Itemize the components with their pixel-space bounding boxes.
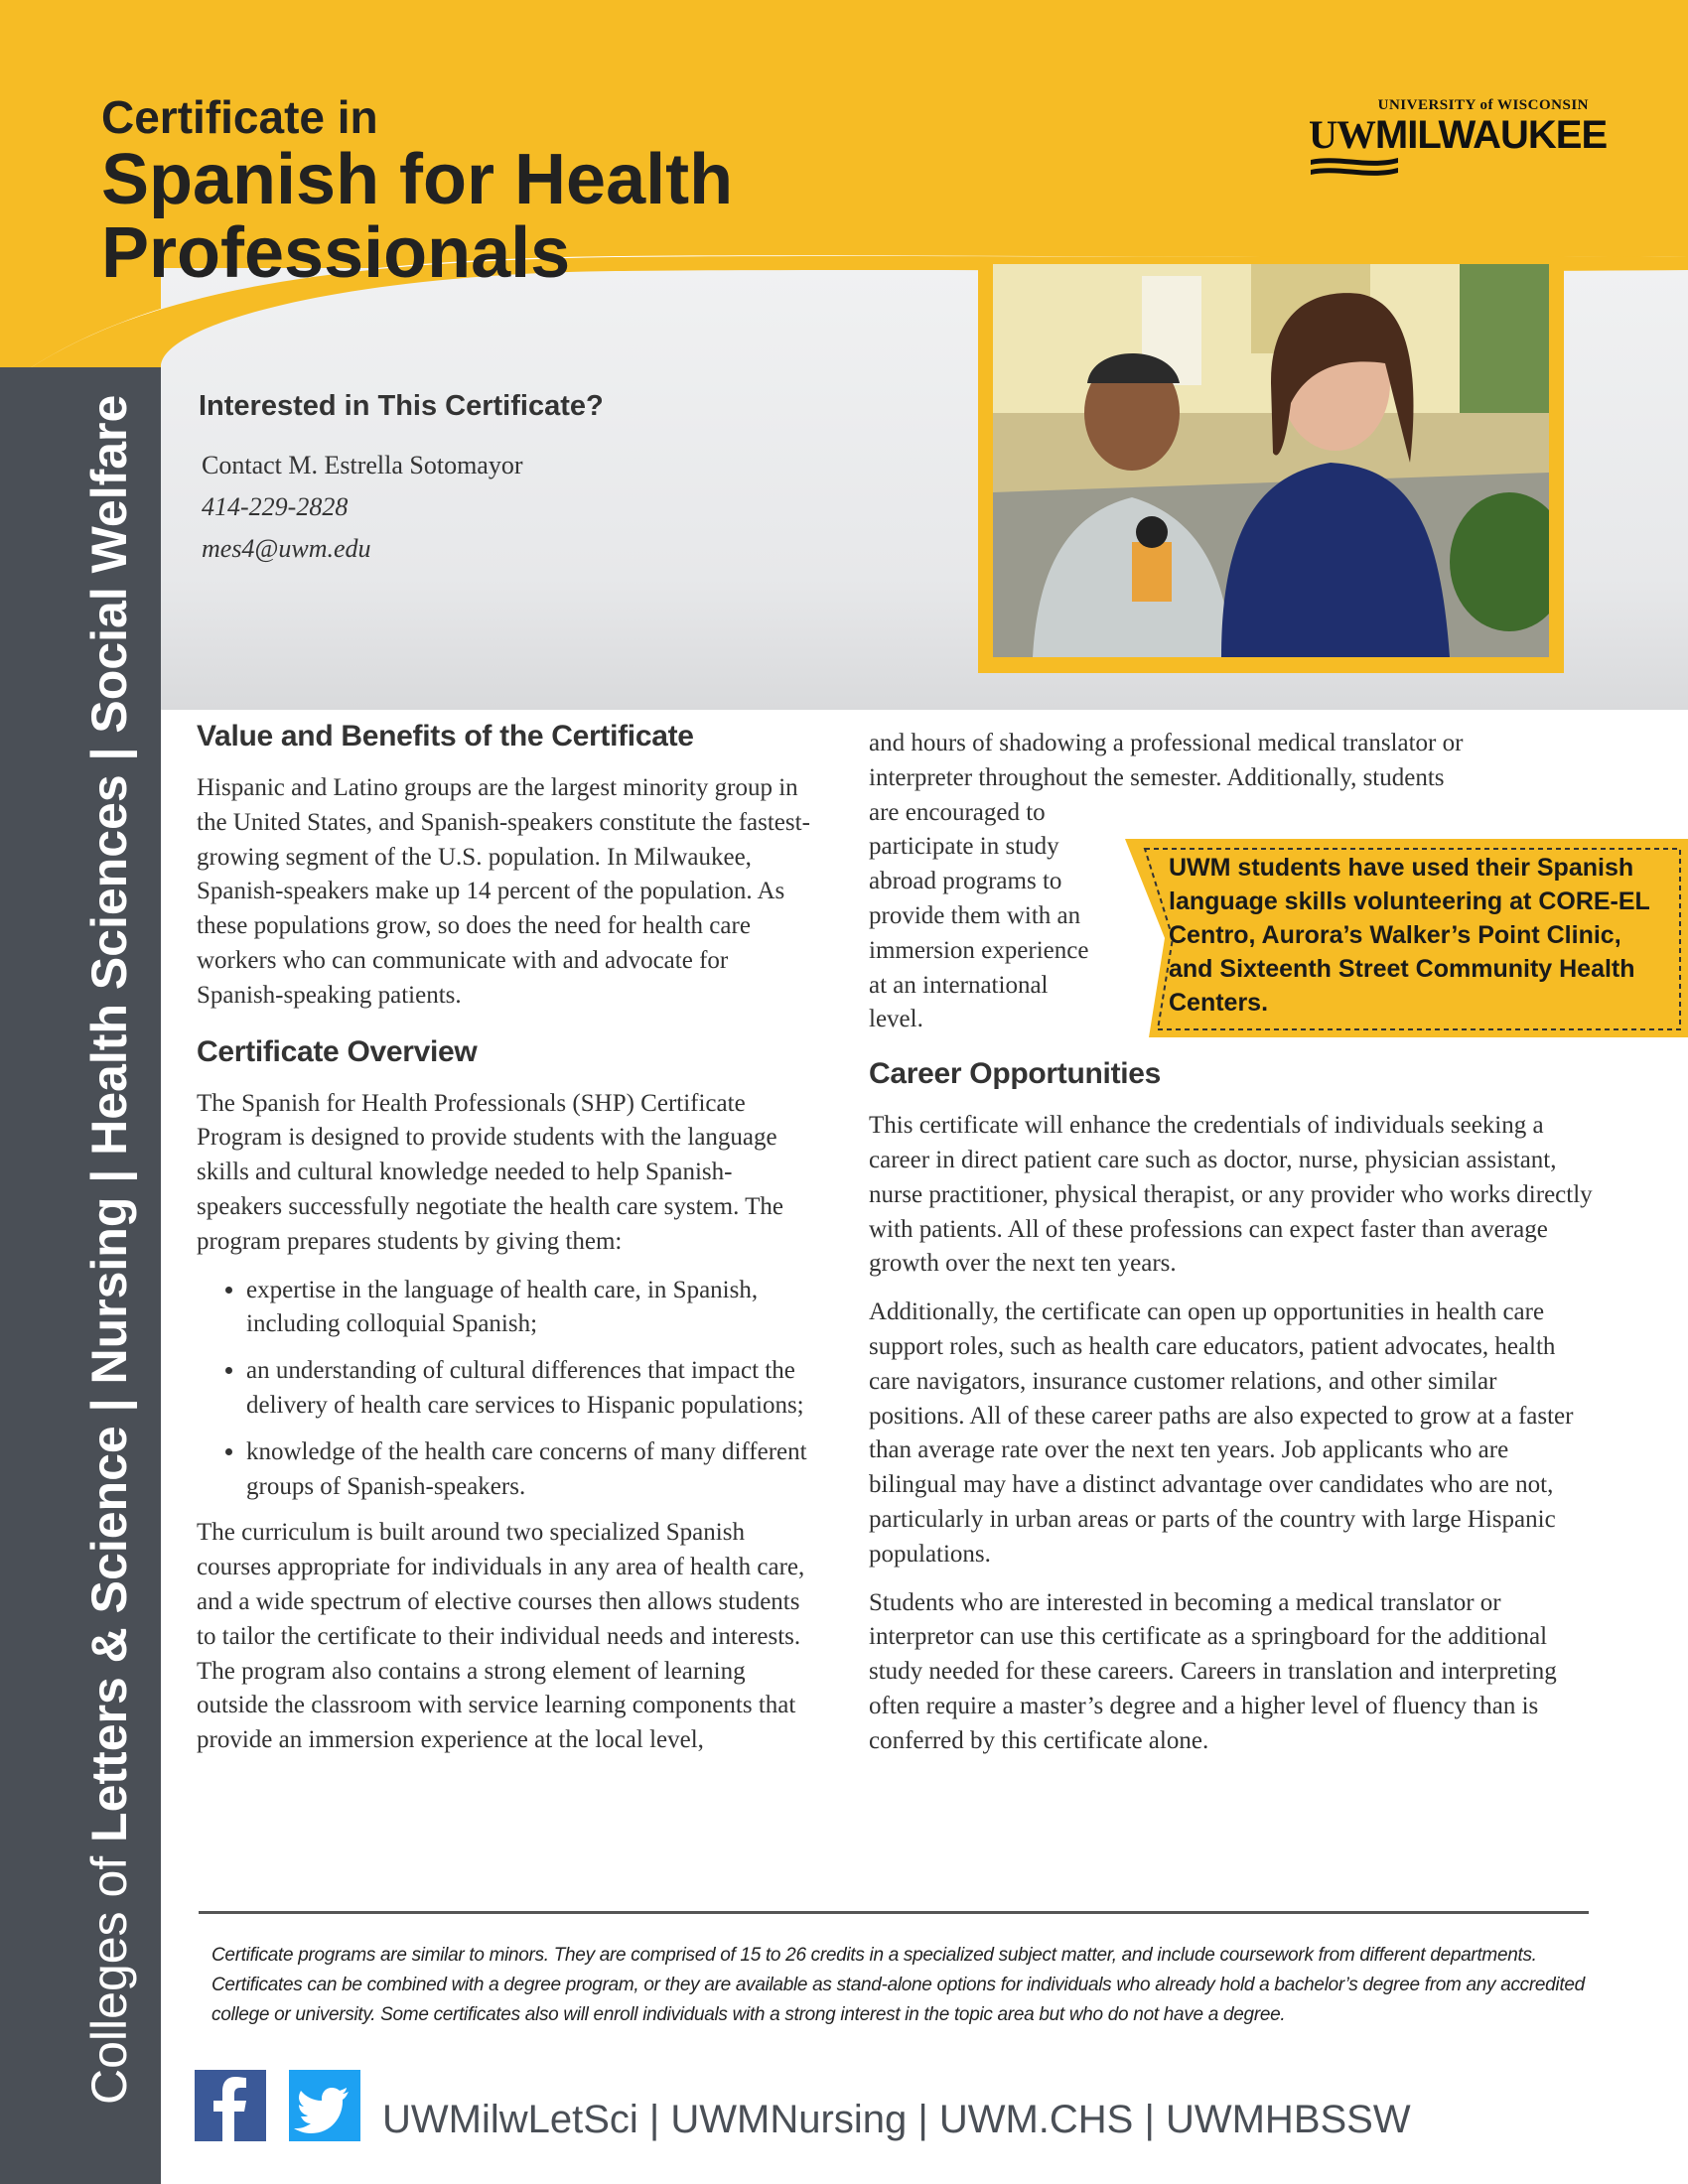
logo-university: UNIVERSITY of WISCONSIN (1377, 97, 1589, 113)
career-paragraph-3: Students who are interested in becoming a medical translator or interpretor can use this certificate as a springboard for the additional study needed for these careers. Careers in translation and interpreting often require a master’s degree and a higher level of fluency than is conferred by this certificate alone. (869, 1588, 1557, 1754)
left-column (197, 720, 812, 1772)
logo-milwaukee: MILWAUKEE (1374, 113, 1608, 157)
page-title (101, 91, 734, 293)
title-line-3: Professionals (101, 213, 571, 293)
career-heading: Career Opportunities (869, 1057, 1162, 1091)
title-line-1: Certificate in (101, 91, 378, 143)
study-abroad-text: are encouraged to participate in study abroad programs to provide them with an immersion experience at an international level. (869, 798, 1089, 1033)
contact-name: Contact M. Estrella Sotomayor (202, 451, 523, 479)
twitter-icon[interactable] (289, 2070, 360, 2141)
curriculum-paragraph: The curriculum is built around two specialized Spanish courses appropriate for individuals in any area of health care, and a wide spectrum of elective courses then allows students to tailor the certificate to their individual needs and interests. The program also contains a strong element of learning outside the classroom with service learning components that provide an immersion experience at the local level, (197, 1519, 805, 1754)
sidebar-colleges-label: Colleges of (81, 1855, 137, 2105)
callout-text: UWM students have used their Spanish language skills volunteering at CORE-EL Centro, Aurora’s Walker’s Point Clinic, and Sixteenth Street Community Health Centers. (1169, 854, 1650, 1017)
clinic-photo (993, 264, 1549, 657)
contact-block (202, 445, 523, 570)
facebook-icon[interactable] (195, 2070, 266, 2141)
list-item: • expertise in the language of health care, in Spanish, including colloquial Spanish; (246, 1274, 812, 1343)
contact-phone[interactable]: 414-229-2828 (202, 492, 349, 521)
career-paragraph-2: Additionally, the certificate can open up opportunities in health care support roles, such as health care educators, patient advocates, health care navigators, insurance customer relations, and other similar positions. All of these career paths are also expected to grow at a faster than average rate over the next ten years. Job applicants who are bilingual may have a distinct advantage over candidates who are not, particularly in urban areas or parts of the country with large Hispanic populations. (869, 1298, 1574, 1568)
overview-bullet-list (197, 1274, 812, 1505)
logo-uw: UW (1309, 112, 1375, 157)
contact-heading: Interested in This Certificate? (199, 390, 604, 422)
shadowing-text: and hours of shadowing a professional medical translator or interpreter throughout the semester. Additionally, students (869, 730, 1464, 791)
uwm-logo (1309, 97, 1608, 187)
social-handles: UWMilwLetSci | UWMNursing | UWM.CHS | UWMHBSSW (382, 2098, 1411, 2141)
list-item: • knowledge of the health care concerns of many different groups of Spanish-speakers. (246, 1435, 812, 1505)
contact-email[interactable]: mes4@uwm.edu (202, 534, 371, 563)
sidebar-colleges (80, 395, 138, 2105)
logo-flag-icon (1309, 154, 1428, 180)
footer-note: Certificate programs are similar to minors. They are comprised of 15 to 26 credits in a specialized subject matter, and include coursework from different departments. Certificates can be combined with a degree program, or they are available as stand-alone options for individuals who already hold a bachelor’s degree from any accredited college or university. Some certificates also will enroll individuals with a strong interest in the topic area but who do not have a degree. (211, 1945, 1585, 2025)
footer-divider (199, 1911, 1589, 1914)
title-line-2: Spanish for Health (101, 140, 734, 219)
callout-box (1125, 839, 1688, 1037)
value-heading: Value and Benefits of the Certificate (197, 720, 694, 752)
overview-intro: The Spanish for Health Professionals (SHP) Certificate Program is designed to provide students with the language skills and cultural knowledge needed to help Spanish-speakers successfully negotiate the health care system. The program prepares students by giving them: (197, 1089, 783, 1255)
list-item: • an understanding of cultural differences that impact the delivery of health care services to Hispanic populations; (246, 1354, 812, 1424)
value-paragraph: Hispanic and Latino groups are the largest minority group in the United States, and Spanish-speakers constitute the fastest-growing segment of the U.S. population. In Milwaukee, Spanish-speakers make up 14 percent of the population. As these populations grow, so does the need for health care workers who can communicate with and advocate for Spanish-speaking patients. (197, 774, 810, 1009)
career-paragraph-1: This certificate will enhance the credentials of individuals seeking a career in direct patient care such as doctor, nurse, physician assistant, nurse practitioner, physical therapist, or any provider who works directly with patients. All of these professions can expect faster than average growth over the next ten years. (869, 1112, 1593, 1278)
overview-heading: Certificate Overview (197, 1034, 478, 1068)
sidebar-colleges-names: Letters & Science | Nursing | Health Sciences | Social Welfare (81, 394, 137, 1843)
